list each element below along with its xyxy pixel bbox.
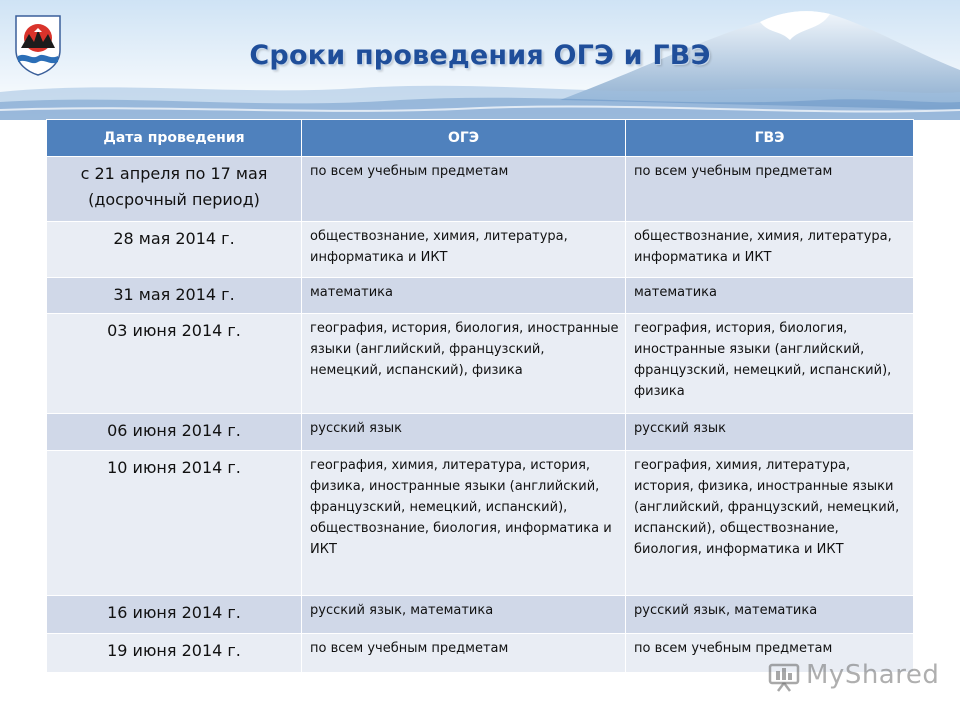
gve-subjects-cell: русский язык, математика bbox=[626, 596, 914, 634]
column-header-date: Дата проведения bbox=[47, 120, 302, 157]
gve-subjects-cell: русский язык bbox=[626, 414, 914, 451]
column-header-gve: ГВЭ bbox=[626, 120, 914, 157]
table-row bbox=[47, 596, 914, 634]
date-cell: 06 июня 2014 г. bbox=[47, 414, 302, 451]
watermark-text: MyShared bbox=[806, 660, 940, 690]
watermark bbox=[768, 660, 940, 694]
column-header-oge: ОГЭ bbox=[302, 120, 626, 157]
gve-subjects-cell: по всем учебным предметам bbox=[626, 157, 914, 222]
table-header-row bbox=[47, 120, 914, 157]
oge-subjects-cell: по всем учебным предметам bbox=[302, 634, 626, 673]
oge-subjects-cell: география, история, биология, иностранные языки (английский, французский, немецкий, испанский), физика bbox=[302, 314, 626, 414]
oge-subjects-cell: обществознание, химия, литература, информатика и ИКТ bbox=[302, 222, 626, 278]
table-row bbox=[47, 278, 914, 314]
oge-subjects-cell: математика bbox=[302, 278, 626, 314]
date-cell: с 21 апреля по 17 мая (досрочный период) bbox=[47, 157, 302, 222]
table-row bbox=[47, 314, 914, 414]
date-cell: 03 июня 2014 г. bbox=[47, 314, 302, 414]
oge-subjects-cell: русский язык, математика bbox=[302, 596, 626, 634]
gve-subjects-cell: по всем учебным предметам bbox=[626, 634, 914, 673]
date-cell: 16 июня 2014 г. bbox=[47, 596, 302, 634]
presentation-board-icon bbox=[768, 662, 800, 692]
date-cell: 19 июня 2014 г. bbox=[47, 634, 302, 673]
date-cell: 10 июня 2014 г. bbox=[47, 451, 302, 596]
gve-subjects-cell: география, химия, литература, история, физика, иностранные языки (английский, французский, немецкий, испанский), обществознание, биология, информатика и ИКТ bbox=[626, 451, 914, 596]
exam-schedule-table bbox=[46, 119, 914, 673]
oge-subjects-cell: русский язык bbox=[302, 414, 626, 451]
table-row bbox=[47, 451, 914, 596]
oge-subjects-cell: по всем учебным предметам bbox=[302, 157, 626, 222]
date-cell: 31 мая 2014 г. bbox=[47, 278, 302, 314]
oge-subjects-cell: география, химия, литература, история, физика, иностранные языки (английский, французский, немецкий, испанский), обществознание, биология, информатика и ИКТ bbox=[302, 451, 626, 596]
gve-subjects-cell: обществознание, химия, литература, информатика и ИКТ bbox=[626, 222, 914, 278]
date-cell: 28 мая 2014 г. bbox=[47, 222, 302, 278]
table-row bbox=[47, 222, 914, 278]
table-row bbox=[47, 414, 914, 451]
gve-subjects-cell: математика bbox=[626, 278, 914, 314]
page-title: Сроки проведения ОГЭ и ГВЭ bbox=[249, 40, 711, 71]
table-row bbox=[47, 157, 914, 222]
gve-subjects-cell: география, история, биология, иностранные языки (английский, французский, немецкий, испанский), физика bbox=[626, 314, 914, 414]
